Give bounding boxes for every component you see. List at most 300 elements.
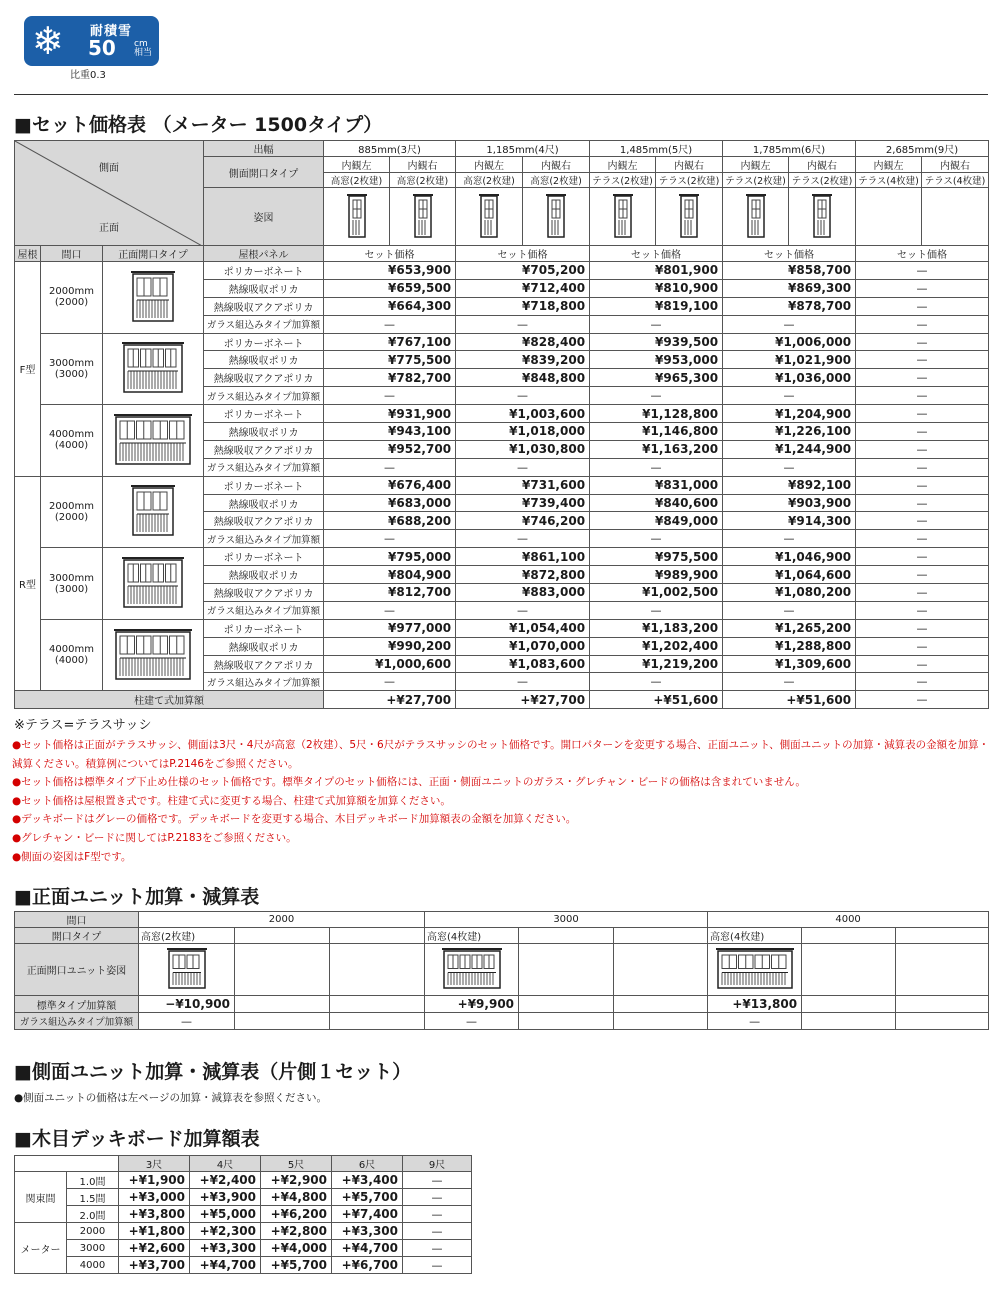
deck-price-cell: +¥2,800: [261, 1223, 332, 1240]
deck-col-header: 5尺: [261, 1156, 332, 1172]
side-type-cell: 高窓(2枚建): [523, 173, 590, 188]
type-cell: 高窓(4枚建): [425, 928, 519, 944]
deck-col-header: 6尺: [332, 1156, 403, 1172]
price-cell: ¥831,000: [590, 476, 723, 494]
price-cell: ¥1,006,000: [723, 333, 856, 351]
price-cell: ¥872,800: [456, 566, 590, 584]
glass-price-cell: —: [425, 1013, 519, 1030]
opening-cell: [41, 476, 103, 548]
price-cell: —: [856, 548, 989, 566]
price-cell: ¥943,100: [324, 423, 456, 441]
price-cell: ¥812,700: [324, 584, 456, 602]
snowflake-icon: ❄: [32, 19, 64, 63]
opening-size: 3000mm: [49, 357, 94, 369]
price-cell: ¥914,300: [723, 512, 856, 530]
price-cell: ¥688,200: [324, 512, 456, 530]
side-lr-cell: 内観右: [922, 157, 989, 173]
price-cell: —: [723, 387, 856, 405]
table-cell: [519, 944, 614, 996]
panel-cell: 熱線吸収アクアポリカ: [204, 512, 324, 530]
gravity-note: 比重0.3: [70, 70, 106, 81]
panel-cell: ガラス組込みタイプ加算額: [204, 387, 324, 405]
opening-size: 2000mm: [49, 286, 94, 298]
width-col-header: 1,485mm(5尺): [590, 141, 723, 157]
price-cell: ¥1,000,600: [324, 655, 456, 673]
price-cell: ¥1,018,000: [456, 423, 590, 441]
opening-size: 4000mm: [49, 429, 94, 441]
front-unit-figure: [442, 945, 502, 991]
side-lr-cell: 内観左: [590, 157, 656, 173]
front-unit-figure-cell: [708, 944, 802, 996]
table-row: [15, 548, 989, 566]
glass-price-cell: —: [708, 1013, 802, 1030]
panel-cell: 熱線吸収ポリカ: [204, 351, 324, 369]
price-cell: ¥1,002,500: [590, 584, 723, 602]
opening-cell: [41, 619, 103, 691]
price-cell: ¥848,800: [456, 369, 590, 387]
deck-size-cell: 1.0間: [67, 1172, 119, 1189]
type-cell: 高窓(4枚建): [708, 928, 802, 944]
price-cell: ¥878,700: [723, 297, 856, 315]
table-cell: [896, 928, 989, 944]
divider: [14, 94, 988, 95]
opening-size-sub: (3000): [54, 368, 89, 380]
opening-size-sub: (2000): [54, 297, 89, 309]
price-cell: ¥840,600: [590, 494, 723, 512]
panel-cell: 熱線吸収ポリカ: [204, 566, 324, 584]
price-cell: —: [856, 619, 989, 637]
glass-price-cell: —: [139, 1013, 235, 1030]
deck-col-header: 9尺: [403, 1156, 472, 1172]
note-item: ●側面の姿図はF型です。: [12, 850, 132, 863]
opening-size: 2000mm: [49, 500, 94, 512]
deck-price-cell: +¥4,800: [261, 1189, 332, 1206]
panel-cell: 熱線吸収ポリカ: [204, 637, 324, 655]
price-cell: ¥664,300: [324, 297, 456, 315]
deck-price-cell: —: [403, 1172, 472, 1189]
panel-cell: 熱線吸収アクアポリカ: [204, 369, 324, 387]
note-item: ●デッキボードはグレーの価格です。デッキボードを変更する場合、木目デッキボード加算額表の金額を加算ください。: [12, 813, 577, 826]
width-col-header: 1,785mm(6尺): [723, 141, 856, 157]
price-cell: —: [856, 458, 989, 476]
panel-cell: ガラス組込みタイプ加算額: [204, 458, 324, 476]
panel-cell: ポリカーボネート: [204, 405, 324, 423]
table-cell: [519, 928, 614, 944]
side-type-cell: テラス(2枚建): [590, 173, 656, 188]
post-label: 柱建て式加算額: [15, 691, 324, 709]
price-cell: —: [456, 601, 590, 619]
set-price-header: セット価格: [856, 246, 989, 262]
panel-cell: 熱線吸収ポリカ: [204, 279, 324, 297]
front-figure-cell: [103, 333, 204, 405]
price-cell: —: [856, 405, 989, 423]
table-cell: [802, 944, 896, 996]
set-price-table: [14, 140, 989, 709]
post-price-cell: +¥27,700: [324, 691, 456, 709]
table-cell: [614, 928, 708, 944]
price-cell: ¥1,288,800: [723, 637, 856, 655]
opening-label: 間口: [15, 912, 139, 928]
deck-col-header: 3尺: [119, 1156, 190, 1172]
price-cell: ¥819,100: [590, 297, 723, 315]
deck-price-cell: +¥5,000: [190, 1206, 261, 1223]
panel-cell: ガラス組込みタイプ加算額: [204, 601, 324, 619]
price-cell: ¥653,900: [324, 262, 456, 280]
deck-price-cell: +¥5,700: [332, 1189, 403, 1206]
price-cell: ¥931,900: [324, 405, 456, 423]
opening-size-sub: (3000): [54, 583, 89, 595]
price-cell: ¥939,500: [590, 333, 723, 351]
opening-cell: [41, 333, 103, 405]
opening-cell: [41, 262, 103, 334]
price-cell: —: [856, 369, 989, 387]
price-cell: ¥746,200: [456, 512, 590, 530]
price-cell: —: [723, 315, 856, 333]
price-cell: ¥718,800: [456, 297, 590, 315]
price-cell: ¥965,300: [590, 369, 723, 387]
badge-unit: cm 相当: [134, 39, 153, 58]
price-cell: ¥883,000: [456, 584, 590, 602]
price-cell: —: [590, 315, 723, 333]
price-cell: ¥952,700: [324, 440, 456, 458]
side-lr-cell: 内観右: [523, 157, 590, 173]
side-lr-cell: 内観左: [324, 157, 390, 173]
price-cell: ¥1,036,000: [723, 369, 856, 387]
price-cell: ¥676,400: [324, 476, 456, 494]
price-cell: —: [324, 601, 456, 619]
note-item: ●グレチャン・ビードに関してはP.2183をご参照ください。: [12, 831, 297, 844]
side-type-cell: 高窓(2枚建): [390, 173, 456, 188]
price-cell: ¥775,500: [324, 351, 456, 369]
deck-price-cell: —: [403, 1240, 472, 1257]
corner-side-label: 側面: [99, 163, 119, 174]
deck-price-cell: —: [403, 1206, 472, 1223]
front-figure-cell: [103, 548, 204, 620]
price-cell: —: [590, 458, 723, 476]
notes-list: [12, 736, 992, 866]
price-cell: —: [856, 673, 989, 691]
front-window-figure: [122, 339, 184, 395]
opening-size: 3000mm: [49, 572, 94, 584]
note-item: ●セット価格は標準タイプ下止め仕様のセット価格です。標準タイプのセット価格には、正面・側面ユニットのガラス・グレチャン・ビードの価格は含まれていません。: [12, 776, 806, 789]
price-cell: —: [456, 315, 590, 333]
side-window-figure: [412, 190, 434, 240]
price-cell: ¥892,100: [723, 476, 856, 494]
price-cell: ¥839,200: [456, 351, 590, 369]
panel-cell: ポリカーボネート: [204, 619, 324, 637]
opening-col-header: 4000: [708, 912, 989, 928]
price-cell: —: [856, 262, 989, 280]
opening-size-sub: (4000): [54, 440, 89, 452]
opening-size: 4000mm: [49, 644, 94, 656]
price-cell: —: [723, 601, 856, 619]
price-cell: ¥869,300: [723, 279, 856, 297]
badge-value: 50: [88, 36, 116, 60]
price-cell: ¥975,500: [590, 548, 723, 566]
price-cell: ¥712,400: [456, 279, 590, 297]
price-cell: —: [856, 440, 989, 458]
deck-price-cell: +¥3,700: [119, 1257, 190, 1274]
side-lr-cell: 内観左: [456, 157, 523, 173]
side-lr-cell: 内観左: [856, 157, 922, 173]
deck-price-cell: —: [403, 1189, 472, 1206]
side-table-title: ■側面ユニット加算・減算表（片側１セット）: [14, 1061, 412, 1083]
side-type-cell: 高窓(2枚建): [456, 173, 523, 188]
side-figure-cell: [922, 188, 989, 246]
panel-cell: 熱線吸収アクアポリカ: [204, 655, 324, 673]
side-type-cell: テラス(4枚建): [922, 173, 989, 188]
deck-price-cell: +¥2,300: [190, 1223, 261, 1240]
price-cell: —: [590, 601, 723, 619]
post-price-cell: +¥51,600: [723, 691, 856, 709]
price-cell: ¥767,100: [324, 333, 456, 351]
price-cell: —: [856, 655, 989, 673]
table-row: [15, 405, 989, 423]
price-cell: ¥659,500: [324, 279, 456, 297]
price-cell: ¥828,400: [456, 333, 590, 351]
side-window-figure: [478, 190, 500, 240]
front-unit-figure-cell: [139, 944, 235, 996]
panel-cell: ガラス組込みタイプ加算額: [204, 673, 324, 691]
table-row: [15, 141, 989, 157]
opening-size-sub: (2000): [54, 511, 89, 523]
price-cell: —: [324, 315, 456, 333]
deck-col-header: 4尺: [190, 1156, 261, 1172]
price-cell: ¥683,000: [324, 494, 456, 512]
price-cell: —: [856, 601, 989, 619]
table-cell: [519, 1013, 614, 1030]
price-cell: ¥1,083,600: [456, 655, 590, 673]
table-cell: [802, 996, 896, 1013]
table-cell: [614, 1013, 708, 1030]
deck-price-cell: +¥3,800: [119, 1206, 190, 1223]
panel-cell: 熱線吸収ポリカ: [204, 494, 324, 512]
panel-cell: 熱線吸収ポリカ: [204, 423, 324, 441]
table-cell: [235, 944, 330, 996]
price-cell: ¥1,226,100: [723, 423, 856, 441]
front-figure-cell: [103, 476, 204, 548]
panel-cell: ガラス組込みタイプ加算額: [204, 315, 324, 333]
deck-table-title: ■木目デッキボード加算額表: [14, 1128, 260, 1150]
price-cell: —: [856, 351, 989, 369]
deck-board-table: [14, 1155, 472, 1274]
side-type-cell: テラス(2枚建): [789, 173, 856, 188]
side-type-header: 側面開口タイプ: [204, 157, 324, 188]
table-cell: [802, 928, 896, 944]
opening-header: 間口: [41, 246, 103, 262]
side-window-figure: [346, 190, 368, 240]
price-cell: —: [590, 673, 723, 691]
deck-price-cell: +¥3,400: [332, 1172, 403, 1189]
front-window-figure: [114, 411, 192, 467]
side-window-figure: [745, 190, 767, 240]
deck-price-cell: +¥3,900: [190, 1189, 261, 1206]
deck-price-cell: +¥3,300: [190, 1240, 261, 1257]
panel-cell: 熱線吸収アクアポリカ: [204, 440, 324, 458]
price-cell: ¥1,202,400: [590, 637, 723, 655]
table-cell: [614, 944, 708, 996]
side-figure-cell: [523, 188, 590, 246]
side-table-note: ●側面ユニットの価格は左ページの加算・減算表を参照ください。: [14, 1092, 328, 1104]
price-cell: ¥782,700: [324, 369, 456, 387]
standard-price-cell: −¥10,900: [139, 996, 235, 1013]
price-cell: ¥1,046,900: [723, 548, 856, 566]
price-cell: —: [856, 315, 989, 333]
price-cell: ¥858,700: [723, 262, 856, 280]
front-window-figure: [131, 482, 175, 538]
price-cell: —: [723, 673, 856, 691]
side-type-cell: テラス(4枚建): [856, 173, 922, 188]
price-cell: —: [723, 458, 856, 476]
price-cell: ¥953,000: [590, 351, 723, 369]
side-figure-cell: [789, 188, 856, 246]
side-window-figure: [612, 190, 634, 240]
side-figure-cell: [856, 188, 922, 246]
price-cell: ¥1,128,800: [590, 405, 723, 423]
price-cell: —: [856, 584, 989, 602]
deck-price-cell: +¥4,000: [261, 1240, 332, 1257]
price-cell: ¥1,080,200: [723, 584, 856, 602]
deck-price-cell: +¥3,300: [332, 1223, 403, 1240]
main-table-title: ■セット価格表 （メーター 1500タイプ）: [14, 114, 383, 136]
side-window-figure: [678, 190, 700, 240]
price-cell: —: [324, 458, 456, 476]
deck-size-cell: 1.5間: [67, 1189, 119, 1206]
price-cell: —: [856, 387, 989, 405]
table-cell: [519, 996, 614, 1013]
standard-price-cell: +¥9,900: [425, 996, 519, 1013]
price-cell: —: [590, 387, 723, 405]
price-cell: —: [856, 530, 989, 548]
price-cell: —: [856, 512, 989, 530]
snow-load-badge: [24, 16, 159, 66]
width-col-header: 2,685mm(9尺): [856, 141, 989, 157]
front-window-figure: [114, 626, 192, 682]
front-unit-figure-cell: [425, 944, 519, 996]
deck-price-cell: +¥1,900: [119, 1172, 190, 1189]
figure-header: 姿図: [204, 188, 324, 246]
side-lr-cell: 内観右: [789, 157, 856, 173]
badge-title: 耐積雪: [90, 24, 133, 39]
table-row: [15, 262, 989, 280]
panel-cell: ポリカーボネート: [204, 333, 324, 351]
price-cell: ¥1,146,800: [590, 423, 723, 441]
price-cell: —: [324, 387, 456, 405]
price-cell: —: [590, 530, 723, 548]
deck-price-cell: +¥5,700: [261, 1257, 332, 1274]
price-cell: ¥1,309,600: [723, 655, 856, 673]
table-row: [15, 476, 989, 494]
side-type-cell: テラス(2枚建): [723, 173, 789, 188]
figure-label: 正面開口ユニット姿図: [15, 944, 139, 996]
deck-price-cell: +¥7,400: [332, 1206, 403, 1223]
side-figure-cell: [656, 188, 723, 246]
deck-price-cell: +¥6,700: [332, 1257, 403, 1274]
price-cell: —: [856, 566, 989, 584]
deck-size-cell: 2000: [67, 1223, 119, 1240]
price-cell: ¥861,100: [456, 548, 590, 566]
price-cell: ¥705,200: [456, 262, 590, 280]
deck-price-cell: —: [403, 1223, 472, 1240]
side-figure-cell: [456, 188, 523, 246]
price-cell: —: [324, 530, 456, 548]
set-price-header: セット価格: [324, 246, 456, 262]
side-type-cell: 高窓(2枚建): [324, 173, 390, 188]
roof-header: 屋根: [15, 246, 41, 262]
price-cell: ¥1,204,900: [723, 405, 856, 423]
price-cell: —: [856, 279, 989, 297]
note-item: ●セット価格は屋根置き式です。柱建て式に変更する場合、柱建て式加算額を加算ください。: [12, 794, 451, 807]
standard-price-cell: +¥13,800: [708, 996, 802, 1013]
deck-price-cell: —: [403, 1257, 472, 1274]
deck-price-cell: +¥3,000: [119, 1189, 190, 1206]
price-cell: —: [456, 530, 590, 548]
panel-cell: ガラス組込みタイプ加算額: [204, 530, 324, 548]
deck-price-cell: +¥4,700: [332, 1240, 403, 1257]
price-cell: ¥849,000: [590, 512, 723, 530]
panel-header: 屋根パネル: [204, 246, 324, 262]
price-cell: ¥1,021,900: [723, 351, 856, 369]
table-row: [15, 619, 989, 637]
side-lr-cell: 内観右: [390, 157, 456, 173]
corner-front-label: 正面: [99, 223, 119, 234]
glass-label: ガラス組込みタイプ加算額: [15, 1013, 139, 1030]
front-unit-table: [14, 911, 989, 1030]
table-cell: [330, 996, 425, 1013]
price-cell: ¥989,900: [590, 566, 723, 584]
price-cell: ¥1,219,200: [590, 655, 723, 673]
opening-cell: [41, 405, 103, 477]
panel-cell: ポリカーボネート: [204, 548, 324, 566]
opening-cell: [41, 548, 103, 620]
table-cell: [330, 944, 425, 996]
front-type-header: 正面開口タイプ: [103, 246, 204, 262]
table-row: [15, 333, 989, 351]
post-price-cell: +¥51,600: [590, 691, 723, 709]
panel-cell: 熱線吸収アクアポリカ: [204, 297, 324, 315]
front-window-figure: [122, 554, 184, 610]
deck-group-label: メーター: [15, 1223, 67, 1274]
price-cell: ¥1,070,000: [456, 637, 590, 655]
note-item: ●セット価格は正面がテラスサッシ、側面は3尺・4尺が高窓（2枚建）、5尺・6尺がテラスサッシのセット価格です。開口パターンを変更する場合、正面ユニット、側面ユニットの加算・減算表の金額を加算・: [12, 739, 990, 751]
table-cell: [614, 996, 708, 1013]
front-figure-cell: [103, 619, 204, 691]
side-window-figure: [545, 190, 567, 240]
side-figure-cell: [324, 188, 390, 246]
width-col-header: 885mm(3尺): [324, 141, 456, 157]
price-cell: ¥810,900: [590, 279, 723, 297]
panel-cell: 熱線吸収アクアポリカ: [204, 584, 324, 602]
price-cell: —: [723, 530, 856, 548]
opening-size-sub: (4000): [54, 655, 89, 667]
side-figure-cell: [590, 188, 656, 246]
deck-group-label: 関東間: [15, 1172, 67, 1223]
price-cell: ¥1,064,600: [723, 566, 856, 584]
price-cell: —: [856, 423, 989, 441]
table-cell: [15, 1156, 119, 1172]
table-cell: [235, 1013, 330, 1030]
front-unit-figure: [716, 945, 794, 991]
price-cell: ¥801,900: [590, 262, 723, 280]
panel-cell: ポリカーボネート: [204, 262, 324, 280]
table-cell: [235, 928, 330, 944]
standard-label: 標準タイプ加算額: [15, 996, 139, 1013]
table-cell: [330, 1013, 425, 1030]
side-lr-cell: 内観右: [656, 157, 723, 173]
deck-price-cell: +¥2,900: [261, 1172, 332, 1189]
terrace-note: ※テラス=テラスサッシ: [14, 718, 152, 733]
price-cell: ¥977,000: [324, 619, 456, 637]
